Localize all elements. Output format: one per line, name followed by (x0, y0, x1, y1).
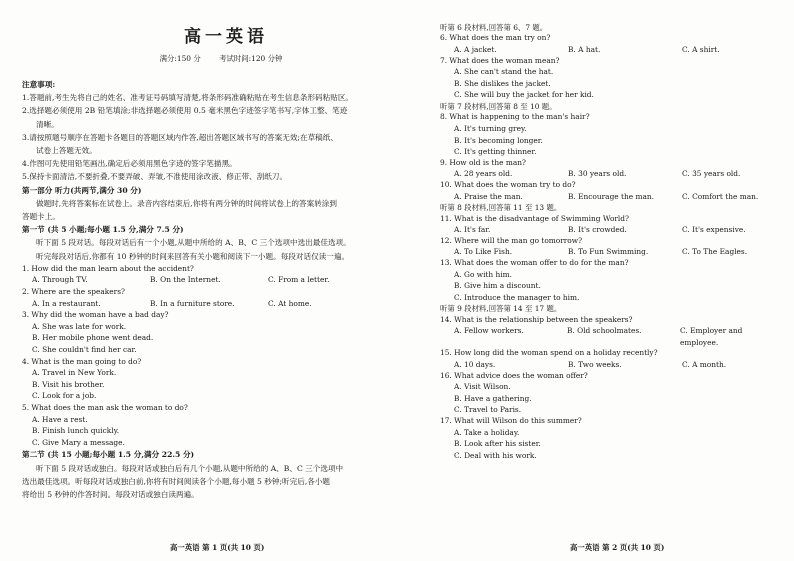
question-stem: 1. How did the man learn about the accident? (22, 263, 194, 273)
part1-intro (22, 197, 420, 223)
question-stem: 9. How old is the man? (440, 157, 526, 167)
question-stem: 8. What is happening to the man's hair? (440, 112, 590, 122)
question-stem: 12. Where will the man go tomorrow? (440, 235, 583, 245)
option: A. Travel in New York. (32, 368, 117, 378)
option: B. It's crowded. (568, 225, 627, 235)
option-row (440, 359, 782, 371)
option: A. Visit Wilson. (454, 382, 511, 392)
section2-intro-line: 选出最佳选项。听每段对话或独白前,你将有时间阅读各个小题,每小题 5 秒钟;听完后,各小题 (22, 476, 331, 486)
option: B. Look after his sister. (454, 439, 541, 449)
option-row (440, 44, 782, 56)
option: C. Employer and employee. (680, 326, 743, 347)
option-row (440, 224, 782, 236)
option: A. To Like Fish. (454, 247, 513, 257)
option: A. Praise the man. (454, 191, 523, 201)
part1-intro-line: 答题卡上。 (22, 212, 60, 222)
option: A. It's far. (454, 225, 491, 235)
option: C. Give Mary a message. (32, 437, 125, 447)
option: A. Through TV. (32, 275, 88, 285)
question-stem: 4. What is the man going to do? (22, 356, 142, 366)
option-row (22, 298, 420, 310)
option: A. 28 years old. (454, 169, 513, 179)
footer-page-1: 高一英语 第 1 页(共 10 页) (170, 543, 265, 552)
option: C. Deal with his work. (454, 450, 537, 460)
option-row (440, 168, 782, 180)
option: B. Old schoolmates. (567, 326, 642, 336)
notice-item: 试卷上答题无效。 (36, 146, 97, 156)
question-stem: 5. What does the man ask the woman to do? (22, 402, 188, 412)
page2-content (440, 22, 782, 461)
notice-item: 2.选择题必须使用 2B 铅笔填涂;非选择题必须使用 0.5 毫米黑色字迹签字笔书写,字体工整、笔迹 (22, 106, 348, 116)
option: B. Visit his brother. (32, 379, 105, 389)
option-row (440, 191, 782, 203)
question-stem: 7. What does the woman mean? (440, 55, 560, 65)
notice-item: 1.答题前,考生先将自己的姓名、准考证号码填写清楚,将条形码准确粘贴在考生信息条形码粘贴区。 (22, 93, 354, 103)
option: C. A month. (682, 360, 727, 370)
question-stem: 14. What is the relationship between the speakers? (440, 314, 633, 324)
section1-intro (22, 236, 420, 262)
option: B. A hat. (568, 45, 601, 54)
option: C. It's getting thinner. (454, 147, 537, 157)
notice-item: 4.作图可先使用铅笔画出,确定后必须用黑色字迹的签字笔描黑。 (22, 159, 237, 169)
exam-title: 高一英语 (184, 27, 268, 47)
listening-material-heading: 听第 6 段材料,回答第 6、7 题。 (440, 23, 548, 32)
option: A. She can't stand the hat. (454, 67, 554, 77)
question-stem: 11. What is the disadvantage of Swimming World? (440, 213, 629, 223)
option: B. Two weeks. (568, 360, 622, 370)
section1-heading: 第一节 (共 5 小题;每小题 1.5 分,满分 7.5 分) (22, 225, 184, 235)
option: A. Take a holiday. (454, 427, 520, 437)
option-row (22, 274, 420, 286)
option: B. To Fun Swimming. (568, 247, 649, 257)
option: A. She was late for work. (32, 321, 127, 331)
option: C. At home. (268, 298, 312, 308)
question-stem: 2. Where are the speakers? (22, 287, 125, 297)
option: B. Give him a discount. (454, 281, 541, 291)
part1-heading: 第一部分 听力(共两节,满分 30 分) (22, 185, 142, 195)
question-stem: 13. What does the woman offer to do for the man? (440, 257, 629, 267)
option-row (440, 325, 782, 348)
option: C. Introduce the manager to him. (454, 292, 580, 302)
option: B. She dislikes the jacket. (454, 78, 551, 88)
page-2 (430, 0, 794, 561)
option: B. Her mobile phone went dead. (32, 333, 154, 343)
option: C. To The Eagles. (682, 247, 748, 257)
exam-time: 考试时间:120 分钟 (219, 54, 283, 63)
section2-intro (22, 462, 420, 502)
option: C. It's expensive. (682, 225, 746, 235)
listening-material-heading: 听第 7 段材料,回答第 8 至 10 题。 (440, 101, 557, 111)
notice-item: 3.请按照题号顺序在答题卡各题目的答题区域内作答,超出答题区域书写的答案无效;在草稿纸、 (22, 132, 338, 142)
section2-heading: 第二节 (共 15 小题;每小题 1.5 分,满分 22.5 分) (22, 450, 195, 460)
notice-heading: 注意事项: (22, 80, 56, 89)
option: C. Look for a job. (32, 391, 97, 401)
part1-intro-line: 做题时,先将答案标在试卷上。录音内容结束后,你将有两分钟的时间将试卷上的答案转涂到 (36, 198, 337, 208)
question-stem: 15. How long did the woman spend on a holiday recently? (440, 348, 658, 358)
option: A. In a restaurant. (32, 298, 101, 308)
option: A. It's turning grey. (454, 123, 527, 133)
notice-item: 清晰。 (36, 119, 59, 129)
notice-list (22, 91, 420, 183)
option: B. 30 years old. (568, 169, 627, 179)
section1-intro-line: 听完每段对话后,你都有 10 秒钟的时间来回答有关小题和阅读下一小题。每段对话仅读一遍。 (36, 251, 350, 261)
notice-item: 5.保持卡面清洁,不要折叠,不要弄破、弄皱,不准使用涂改液、修正带、刮纸刀。 (22, 172, 288, 182)
option: A. Go with him. (454, 269, 512, 279)
listening-material-heading: 听第 8 段材料,回答第 11 至 13 题。 (440, 203, 562, 213)
section2-intro-line: 将给出 5 秒钟的作答时间。每段对话或独白读两遍。 (22, 489, 199, 499)
option: B. Encourage the man. (568, 191, 655, 201)
option: B. On the Internet. (150, 275, 221, 285)
question-stem: 3. Why did the woman have a bad day? (22, 310, 169, 320)
listening-material-heading: 听第 9 段材料,回答第 14 至 17 题。 (440, 304, 562, 314)
option: C. 35 years old. (682, 169, 741, 179)
section2-intro-line: 听下面 5 段对话或独白。每段对话或独白后有几个小题,从题中所给的 A、B、C 三个选项中 (36, 463, 344, 473)
question-stem: 16. What advice does the woman offer? (440, 370, 588, 380)
option: B. Have a gathering. (454, 393, 532, 403)
option: B. In a furniture store. (150, 298, 235, 308)
option: A. A jacket. (454, 45, 497, 54)
question-stem: 17. What will Wilson do this summer? (440, 416, 582, 426)
option: C. A shirt. (682, 45, 720, 54)
option: C. She will buy the jacket for her kid. (454, 90, 594, 100)
exam-meta (22, 53, 420, 64)
option: A. 10 days. (454, 360, 496, 370)
full-score: 满分:150 分 (159, 54, 201, 63)
section1-questions (22, 263, 420, 449)
option: A. Fellow workers. (454, 326, 524, 336)
question-stem: 6. What does the man try on? (440, 33, 551, 43)
footer-page-2: 高一英语 第 2 页(共 10 页) (570, 543, 665, 552)
option: C. She couldn't find her car. (32, 345, 137, 354)
option: A. Have a rest. (32, 414, 88, 424)
option: B. It's becoming longer. (454, 135, 543, 145)
option: C. Comfort the man. (682, 191, 759, 201)
option: B. Finish lunch quickly. (32, 426, 120, 436)
section1-intro-line: 听下面 5 段对话。每段对话后有一个小题,从题中所给的 A、B、C 三个选项中选出最佳选项。 (36, 238, 351, 248)
option: C. Travel to Paris. (454, 405, 522, 415)
option: C. From a letter. (268, 275, 330, 285)
question-stem: 10. What does the woman try to do? (440, 179, 576, 189)
option-row (440, 246, 782, 258)
